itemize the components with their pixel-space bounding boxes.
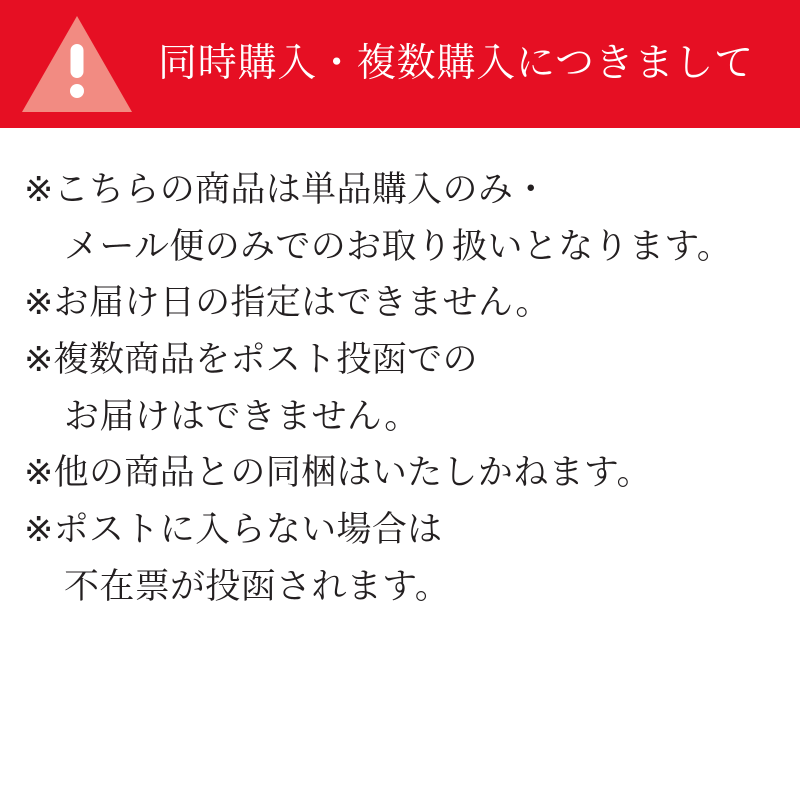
notice-header (0, 0, 800, 128)
note-line: ※ポストに入らない場合は (24, 510, 443, 550)
notice-body (0, 128, 800, 616)
note-line: メール便のみでのお取り扱いとなります。 (64, 226, 733, 266)
note-line: ※他の商品との同梱はいたしかねます。 (24, 453, 652, 493)
note-line: ※複数商品をポスト投函での (24, 340, 478, 380)
note-line: 不在票が投函されます。 (64, 566, 451, 606)
note-line: ※お届け日の指定はできません。 (24, 283, 551, 323)
note-line: ※こちらの商品は単品購入のみ・ (24, 170, 549, 209)
page-title: 同時購入・複数購入につきまして (158, 41, 754, 85)
note-line: お届けはできません。 (64, 396, 420, 436)
warning-triangle-icon (18, 12, 136, 116)
